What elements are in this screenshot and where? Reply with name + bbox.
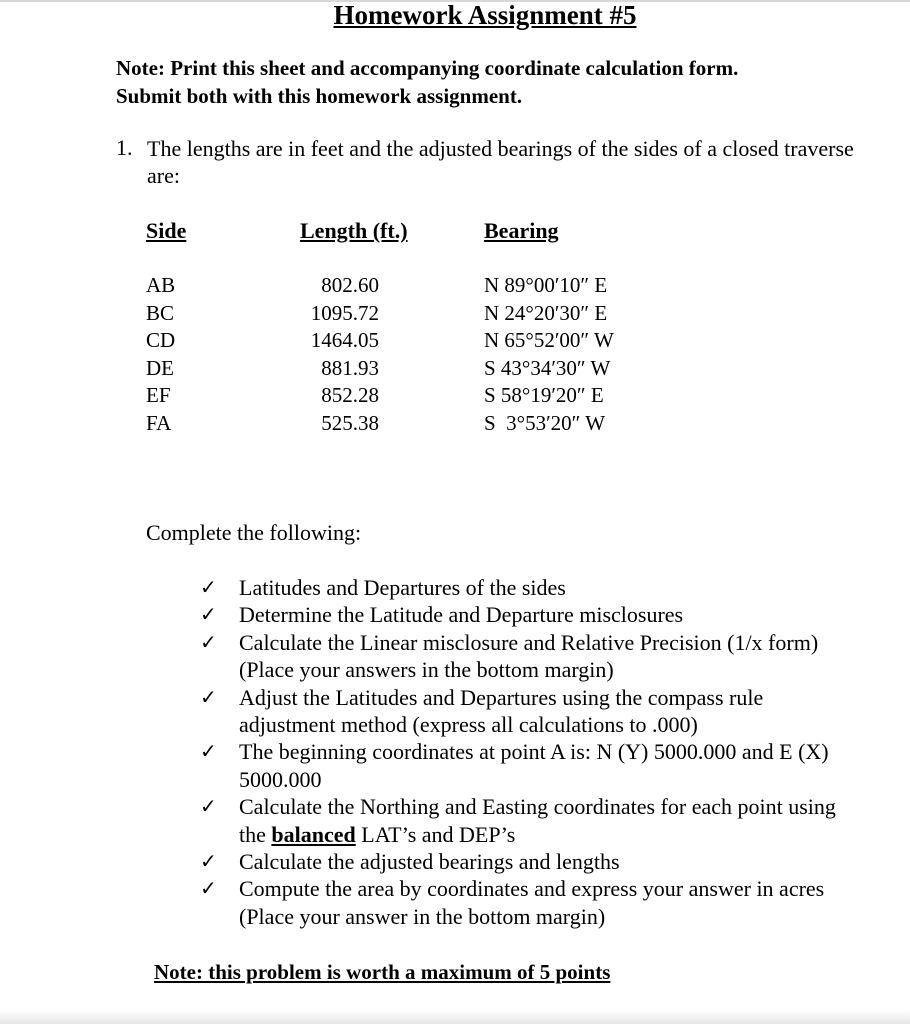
header-length: Length (ft.) [300,218,408,243]
checkmark-icon: ✓ [200,602,217,627]
side-column [146,272,175,437]
checklist-item-text: Calculate the Northing and Easting coordinates for each point using the [239,794,836,847]
length-cell: 852.28 [321,383,379,407]
bearing-cell: S 3°53′20″ W [484,410,606,435]
length-cell: 881.93 [321,355,379,380]
checkmark-icon: ✓ [200,849,217,874]
length-cell: 1464.05 [310,328,379,352]
checklist-item-text: Determine the Latitude and Departure misclosures [239,602,684,628]
complete-heading: Complete the following: [146,520,362,545]
checkmark-icon: ✓ [200,876,217,901]
bearing-cell: N 89°00′10″ E [484,273,608,297]
checklist-item [200,848,860,875]
checklist-item-text: Latitudes and Departures of the sides [239,575,566,600]
checkmark-icon: ✓ [200,575,217,599]
note-line-1: Note: Print this sheet and accompanying coordinate calculation form. [116,56,739,80]
checkmark-icon: ✓ [200,629,217,654]
header-side: Side [146,218,187,243]
bearing-cell: N 24°20′30″ E [484,300,608,325]
checkmark-icon: ✓ [200,794,217,819]
side-cell: EF [146,383,171,407]
bearing-cell: S 43°34′30″ W [484,355,611,380]
checklist-item-text: Calculate the Linear misclosure and Relative Precision (1/x form) (Place your answers in the bottom margin) [239,629,819,683]
checklist-item-text: The beginning coordinates at point A is: N (Y) 5000.000 and E (X) 5000.000 [239,739,829,792]
submission-note [116,54,876,110]
checklist-item [200,574,860,601]
side-cell: AB [146,273,176,297]
bearing-cell: N 65°52′00″ W [484,328,614,352]
header-bearing: Bearing [484,218,559,243]
length-column [300,272,379,437]
checklist-item [200,684,860,739]
checkmark-icon: ✓ [200,684,217,709]
checkmark-icon: ✓ [200,739,217,764]
question-number: 1. [116,135,133,160]
checklist-item-text: Compute the area by coordinates and express your answer in acres (Place your answer in the bottom margin) [239,876,825,929]
checklist-item [200,629,860,684]
page-title: Homework Assignment #5 [333,0,637,30]
checklist-item-text: Calculate the adjusted bearings and lengths [239,849,620,875]
checklist-item [200,601,860,628]
checklist-item-text: Adjust the Latitudes and Departures using the compass rule adjustment method (express all calculations to .000) [239,684,764,738]
side-cell: DE [146,355,174,380]
length-cell: 1095.72 [310,300,379,325]
points-note: Note: this problem is worth a maximum of 5 points [154,960,611,984]
balanced-emphasis: balanced [271,821,356,847]
side-cell: CD [146,328,176,352]
bearing-column [484,272,614,437]
length-cell: 802.60 [321,273,379,297]
task-checklist [200,574,860,930]
length-cell: 525.38 [321,410,379,435]
checklist-item [200,738,860,793]
note-line-2: Submit both with this homework assignment. [116,84,523,108]
side-cell: BC [146,300,175,325]
page-bottom-edge [0,1010,910,1024]
checklist-item [200,793,860,848]
checklist-item-text: LAT’s and DEP’s [355,821,516,847]
checklist-item [200,875,860,930]
bearing-cell: S 58°19′20″ E [484,383,604,407]
question-text: The lengths are in feet and the adjusted bearings of the sides of a closed traverse are: [147,136,854,188]
side-cell: FA [146,410,172,435]
